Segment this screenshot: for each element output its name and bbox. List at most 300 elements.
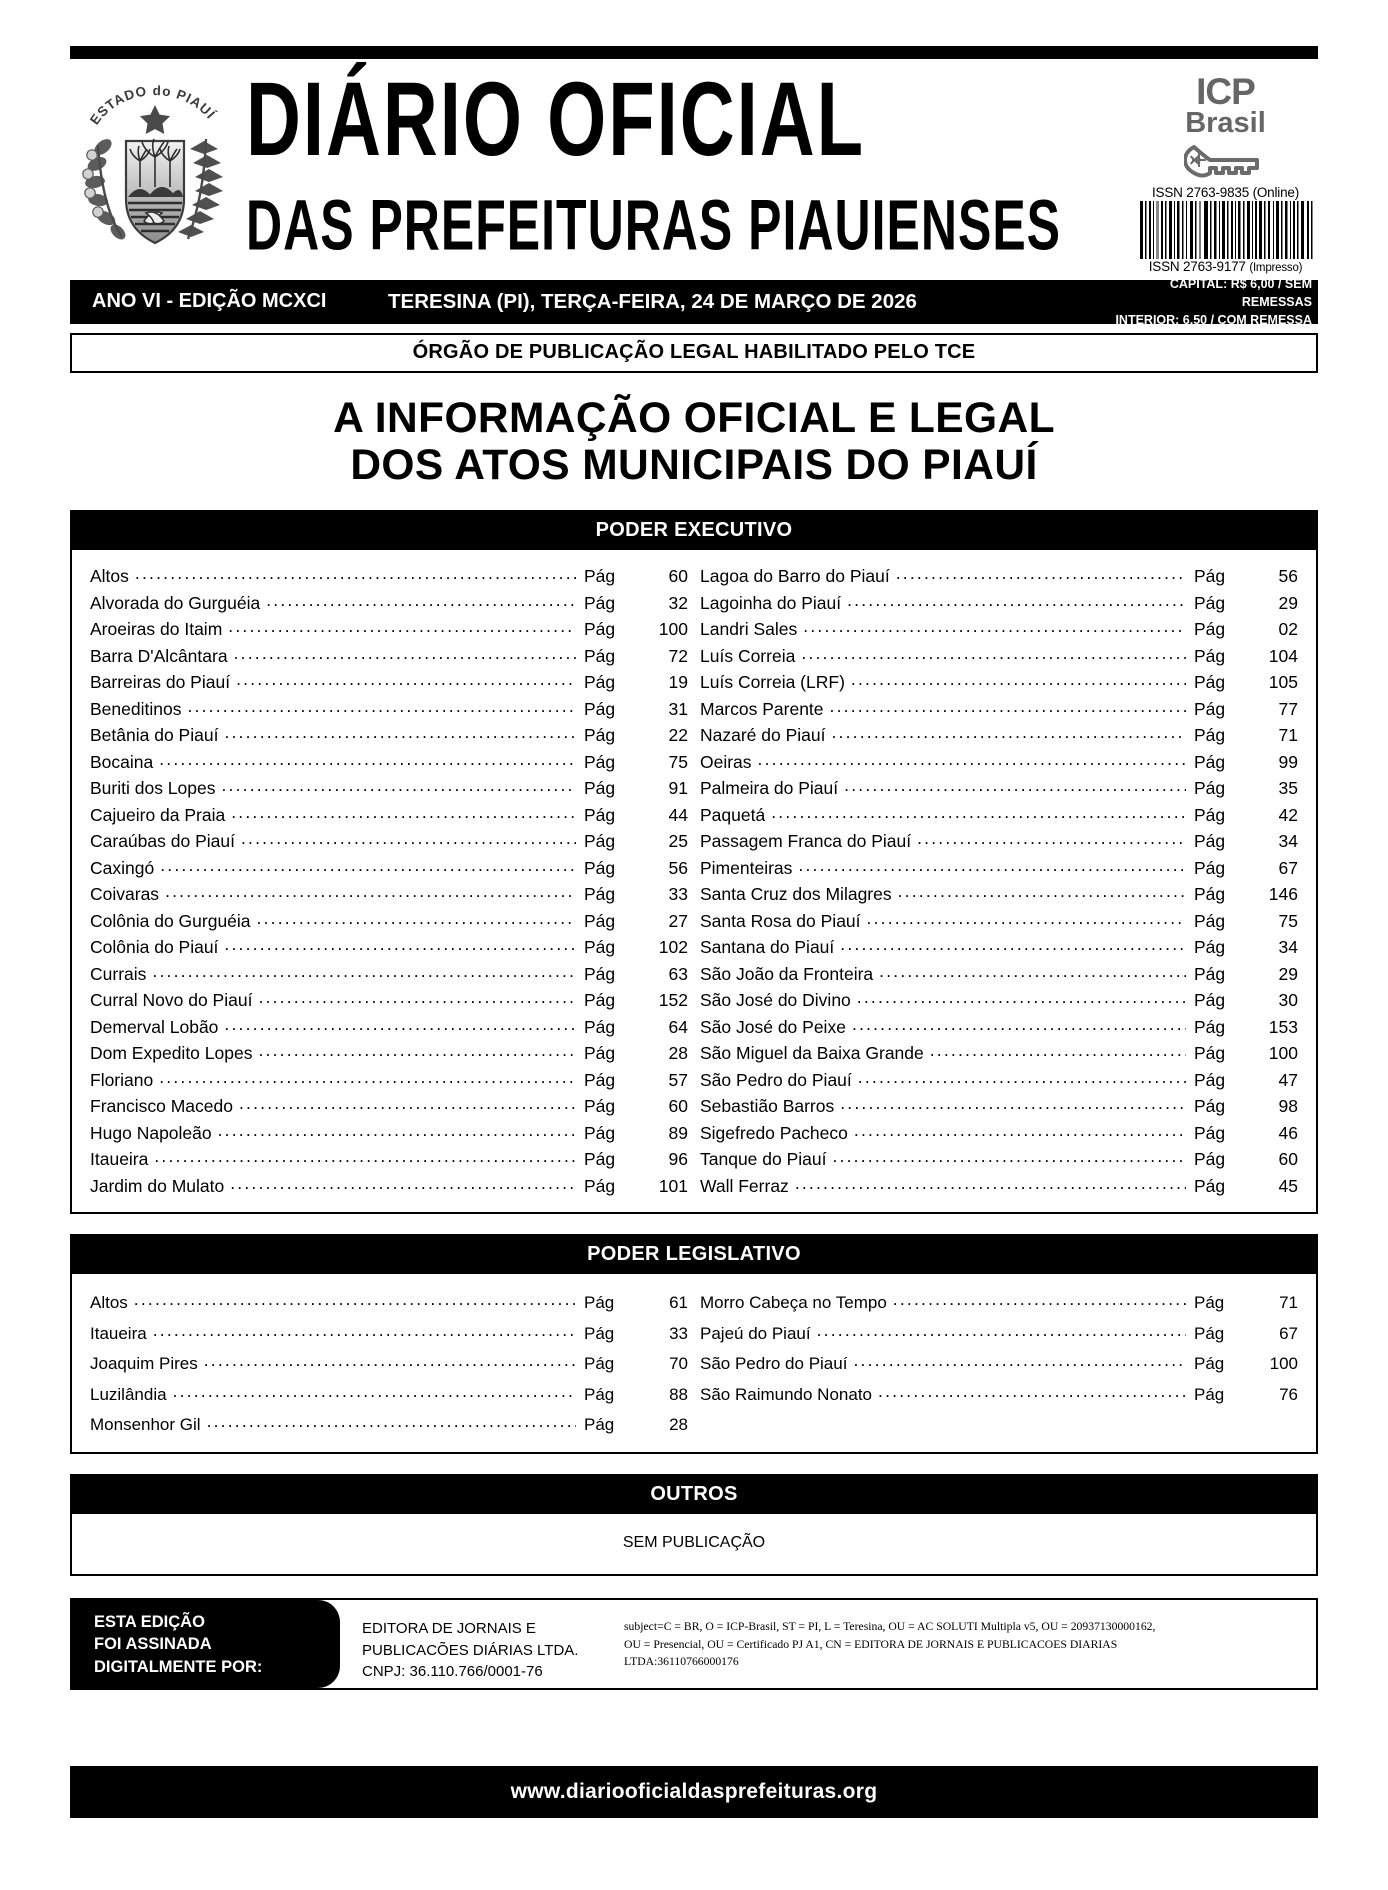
toc-leader-dots [154, 1148, 576, 1166]
toc-entry[interactable] [700, 1067, 1298, 1094]
issn-online: ISSN 2763-9835 (Online) [1152, 184, 1299, 200]
website-bar[interactable]: www.diariooficialdasprefeituras.org [70, 1766, 1318, 1818]
certificate-line1: subject=C = BR, O = ICP-Brasil, ST = PI, L = Teresina, OU = AC SOLUTI Multipla v5, OU = 20937130000162, [624, 1620, 1156, 1634]
toc-page-number: 29 [1278, 963, 1298, 984]
section-outros-title: OUTROS [72, 1476, 1316, 1514]
toc-page-number: 22 [668, 725, 688, 746]
toc-leader-dots [159, 1069, 576, 1087]
toc-entry[interactable] [90, 935, 688, 962]
section-body [72, 1274, 1316, 1453]
toc-entry[interactable] [90, 1120, 688, 1147]
toc-page-number: 19 [668, 672, 688, 693]
toc-entry[interactable] [700, 988, 1298, 1015]
toc-page-number: 46 [1278, 1122, 1298, 1143]
toc-page-label: Pág [1194, 857, 1226, 878]
toc-leader-dots [801, 645, 1186, 663]
toc-page-number: 61 [669, 1293, 688, 1313]
toc-page-label: Pág [584, 751, 616, 772]
toc-leader-dots [893, 1291, 1186, 1309]
toc-page-label: Pág [584, 645, 616, 666]
piaui-state-crest [70, 63, 240, 259]
toc-leader-dots [758, 751, 1186, 769]
toc-entry-name: Cajueiro da Praia [90, 804, 226, 825]
toc-page-label: Pág [584, 725, 616, 746]
toc-page-label: Pág [584, 1043, 616, 1064]
toc-entry-name: Passagem Franca do Piauí [700, 831, 912, 852]
toc-leader-dots [832, 724, 1187, 742]
toc-page-number: 89 [668, 1122, 688, 1143]
toc-entry[interactable] [700, 1173, 1298, 1200]
toc-page-number: 32 [668, 592, 688, 613]
toc-entry[interactable] [90, 723, 688, 750]
toc-page-number: 31 [668, 698, 688, 719]
toc-page-label: Pág [1194, 672, 1226, 693]
toc-leader-dots [204, 1352, 576, 1370]
toc-entry[interactable] [700, 855, 1298, 882]
toc-leader-dots [867, 910, 1186, 928]
toc-entry-name: Beneditinos [90, 698, 182, 719]
toc-page-number: 153 [1268, 1016, 1298, 1037]
toc-page-label: Pág [584, 592, 616, 613]
toc-sections [70, 510, 1318, 1455]
toc-leader-dots [159, 751, 576, 769]
toc-page-number: 28 [668, 1043, 688, 1064]
signature-label-line1: ESTA EDIÇÃO [94, 1612, 205, 1631]
toc-entry-name: Caxingó [90, 857, 155, 878]
toc-page-label: Pág [1194, 698, 1226, 719]
toc-entry-name: Luís Correia [700, 645, 796, 666]
section-body [72, 550, 1316, 1212]
toc-entry-name: Colônia do Piauí [90, 937, 219, 958]
publisher-name-line2: PUBLICACÕES DIÁRIAS LTDA. [362, 1641, 579, 1659]
signature-label [72, 1600, 340, 1688]
toc-page-label: Pág [1194, 1293, 1225, 1313]
toc-entry[interactable] [700, 617, 1298, 644]
paper-subtitle: DAS PREFEITURAS PIAUIENSES [246, 186, 1062, 266]
toc-entry[interactable] [90, 1173, 688, 1200]
toc-page-number: 56 [1278, 566, 1298, 587]
toc-page-label: Pág [584, 1175, 616, 1196]
section-title: PODER LEGISLATIVO [72, 1236, 1316, 1274]
toc-leader-dots [917, 830, 1186, 848]
toc-entry-name: Barra D'Alcântara [90, 645, 228, 666]
publisher-cnpj: CNPJ: 36.110.766/0001-76 [362, 1662, 543, 1680]
toc-page-number: 91 [668, 778, 688, 799]
edition-number: ANO VI - EDIÇÃO MCXCI [92, 290, 327, 313]
toc-page-label: Pág [584, 672, 616, 693]
toc-page-label: Pág [1194, 619, 1226, 640]
toc-leader-dots [173, 1383, 576, 1401]
toc-entry[interactable] [90, 1410, 688, 1441]
toc-page-number: 102 [658, 937, 688, 958]
toc-page-label: Pág [584, 857, 616, 878]
toc-page-number: 101 [658, 1175, 688, 1196]
toc-page-number: 60 [668, 566, 688, 587]
toc-entry-name: Coivaras [90, 884, 160, 905]
toc-page-number: 29 [1278, 592, 1298, 613]
toc-page-number: 33 [669, 1323, 688, 1343]
toc-page-number: 42 [1278, 804, 1298, 825]
toc-entry-name: Itaueira [90, 1149, 149, 1170]
toc-page-number: 98 [1278, 1096, 1298, 1117]
toc-entry-name: Bocaina [90, 751, 154, 772]
toc-entry[interactable] [90, 1288, 688, 1319]
toc-leader-dots [795, 1175, 1186, 1193]
toc-leader-dots [228, 618, 576, 636]
toc-entry[interactable] [90, 829, 688, 856]
toc-page-number: 64 [668, 1016, 688, 1037]
toc-leader-dots [847, 592, 1186, 610]
icp-logo-line2: Brasil [1185, 107, 1266, 140]
toc-page-number: 71 [1278, 725, 1298, 746]
toc-entry[interactable] [90, 696, 688, 723]
toc-page-number: 02 [1278, 619, 1298, 640]
toc-page-label: Pág [584, 1384, 615, 1404]
toc-entry-name: São João da Fronteira [700, 963, 874, 984]
toc-entry[interactable] [90, 961, 688, 988]
toc-entry[interactable] [90, 882, 688, 909]
toc-entry-name: Caraúbas do Piauí [90, 831, 235, 852]
toc-leader-dots [840, 1095, 1186, 1113]
toc-entry[interactable] [700, 696, 1298, 723]
toc-page-label: Pág [584, 1122, 616, 1143]
toc-leader-dots [930, 1042, 1186, 1060]
toc-entry[interactable] [90, 988, 688, 1015]
toc-entry[interactable] [90, 908, 688, 935]
toc-page-label: Pág [1194, 1122, 1226, 1143]
toc-entry[interactable] [90, 1318, 688, 1349]
toc-page-number: 57 [668, 1069, 688, 1090]
toc-entry[interactable] [700, 1318, 1298, 1349]
toc-page-label: Pág [1194, 910, 1226, 931]
toc-leader-dots [234, 645, 576, 663]
section-outros-body: SEM PUBLICAÇÃO [72, 1514, 1316, 1574]
toc-leader-dots [218, 1122, 576, 1140]
toc-entry-name: São Pedro do Piauí [700, 1354, 848, 1374]
section-title: PODER EXECUTIVO [72, 512, 1316, 550]
toc-entry[interactable] [700, 908, 1298, 935]
toc-page-label: Pág [584, 1149, 616, 1170]
toc-entry[interactable] [90, 1379, 688, 1410]
toc-page-label: Pág [584, 1354, 615, 1374]
toc-entry-name: Paquetá [700, 804, 766, 825]
toc-page-label: Pág [1194, 831, 1226, 852]
toc-page-label: Pág [584, 831, 616, 852]
toc-page-label: Pág [584, 1323, 615, 1343]
toc-leader-dots [207, 1413, 576, 1431]
toc-entry[interactable] [90, 855, 688, 882]
toc-page-label: Pág [1194, 566, 1226, 587]
toc-entry[interactable] [90, 643, 688, 670]
toc-page-number: 77 [1278, 698, 1298, 719]
toc-leader-dots [844, 777, 1186, 795]
icp-logo-line1: ICP [1196, 71, 1255, 112]
toc-entry-name: Betânia do Piauí [90, 725, 219, 746]
toc-page-number: 35 [1278, 778, 1298, 799]
toc-leader-dots [224, 936, 576, 954]
toc-leader-dots [266, 592, 576, 610]
toc-entry-name: Santana do Piauí [700, 937, 835, 958]
toc-entry-name: Lagoa do Barro do Piauí [700, 566, 890, 587]
toc-page-label: Pág [1194, 1354, 1225, 1374]
toc-page-number: 45 [1278, 1175, 1298, 1196]
toc-page-number: 146 [1268, 884, 1298, 905]
toc-page-number: 96 [668, 1149, 688, 1170]
price-info [1103, 275, 1318, 329]
toc-leader-dots [152, 963, 576, 981]
toc-entry[interactable] [700, 670, 1298, 697]
toc-leader-dots [258, 989, 576, 1007]
toc-entry[interactable] [700, 749, 1298, 776]
toc-page-label: Pág [584, 937, 616, 958]
toc-entry[interactable] [700, 1094, 1298, 1121]
toc-entry-name: Demerval Lobão [90, 1016, 219, 1037]
toc-entry[interactable] [700, 564, 1298, 591]
toc-entry[interactable] [90, 564, 688, 591]
certificate-line2: OU = Presencial, OU = Certificado PJ A1, CN = EDITORA DE JORNAIS E PUBLICACOES DIARIAS [624, 1637, 1118, 1651]
toc-entry[interactable] [700, 1288, 1298, 1319]
toc-entry[interactable] [90, 670, 688, 697]
toc-leader-dots [852, 1016, 1186, 1034]
svg-text:ESTADO do PIAUÍ: ESTADO do PIAUÍ [86, 83, 219, 128]
toc-page-label: Pág [1194, 1323, 1225, 1343]
toc-entry[interactable] [90, 1014, 688, 1041]
toc-page-label: Pág [584, 884, 616, 905]
section-poder-legislativo [70, 1234, 1318, 1455]
toc-column-left [84, 564, 694, 1200]
edition-date: TERESINA (PI), TERÇA-FEIRA, 24 DE MARÇO DE 2026 [388, 289, 917, 313]
toc-entry[interactable] [700, 802, 1298, 829]
toc-entry[interactable] [90, 776, 688, 803]
toc-entry-name: Nazaré do Piauí [700, 725, 826, 746]
toc-entry[interactable] [700, 643, 1298, 670]
toc-leader-dots [857, 989, 1186, 1007]
toc-page-number: 152 [658, 990, 688, 1011]
toc-entry-name: Itaueira [90, 1323, 147, 1343]
toc-leader-dots [241, 830, 576, 848]
toc-column-right [694, 1288, 1304, 1441]
masthead [70, 59, 1318, 274]
toc-leader-dots [878, 1383, 1186, 1401]
barcode-online [1138, 201, 1314, 259]
toc-entry[interactable] [700, 723, 1298, 750]
toc-page-number: 71 [1279, 1293, 1298, 1313]
toc-page-label: Pág [584, 1069, 616, 1090]
toc-entry-name: Dom Expedito Lopes [90, 1043, 253, 1064]
publisher-name-line1: EDITORA DE JORNAIS E [362, 1620, 536, 1638]
toc-column-left [84, 1288, 694, 1441]
toc-entry[interactable] [700, 776, 1298, 803]
toc-entry-name: Currais [90, 963, 147, 984]
toc-entry-name: São Miguel da Baixa Grande [700, 1043, 924, 1064]
icp-brasil-logo [1133, 71, 1318, 140]
toc-entry-name: Curral Novo do Piauí [90, 990, 253, 1011]
toc-entry-name: Monsenhor Gil [90, 1415, 201, 1435]
toc-leader-dots [798, 857, 1186, 875]
toc-leader-dots [224, 724, 576, 742]
toc-page-number: 100 [658, 619, 688, 640]
toc-page-label: Pág [584, 778, 616, 799]
toc-entry-name: Tanque do Piauí [700, 1149, 827, 1170]
toc-leader-dots [854, 1122, 1186, 1140]
toc-entry-name: Oeiras [700, 751, 752, 772]
toc-entry[interactable] [90, 617, 688, 644]
issn-print [1133, 259, 1318, 274]
toc-entry[interactable] [700, 1041, 1298, 1068]
toc-entry[interactable] [700, 829, 1298, 856]
toc-page-number: 27 [668, 910, 688, 931]
toc-entry[interactable] [90, 802, 688, 829]
toc-entry-name: São Raimundo Nonato [700, 1384, 873, 1404]
toc-columns [84, 564, 1304, 1200]
toc-page-number: 60 [668, 1096, 688, 1117]
issn-print-number: ISSN 2763-9177 [1148, 258, 1246, 274]
toc-column-right [694, 564, 1304, 1200]
toc-leader-dots [830, 698, 1186, 716]
toc-entry-name: Sebastião Barros [700, 1096, 835, 1117]
toc-page-label: Pág [584, 1415, 615, 1435]
toc-page-label: Pág [1194, 1016, 1226, 1037]
toc-entry[interactable] [700, 935, 1298, 962]
toc-page-label: Pág [1194, 751, 1226, 772]
toc-entry[interactable] [700, 882, 1298, 909]
toc-leader-dots [230, 1175, 576, 1193]
toc-entry-name: Santa Rosa do Piauí [700, 910, 861, 931]
toc-page-label: Pág [1194, 592, 1226, 613]
toc-entry[interactable] [90, 749, 688, 776]
toc-page-number: 44 [668, 804, 688, 825]
toc-entry[interactable] [90, 590, 688, 617]
toc-page-number: 76 [1279, 1384, 1298, 1404]
masthead-top-rule [70, 46, 1318, 59]
toc-page-number: 99 [1278, 751, 1298, 772]
toc-page-number: 72 [668, 645, 688, 666]
signature-label-line3: DIGITALMENTE POR: [94, 1657, 263, 1676]
issn-print-label: (Impresso) [1249, 261, 1303, 274]
toc-entry-name: Palmeira do Piauí [700, 778, 839, 799]
toc-page-label: Pág [1194, 990, 1226, 1011]
toc-leader-dots [135, 565, 576, 583]
toc-page-label: Pág [1194, 884, 1226, 905]
toc-page-number: 30 [1278, 990, 1298, 1011]
toc-entry-name: Wall Ferraz [700, 1175, 789, 1196]
toc-page-number: 28 [669, 1415, 688, 1435]
toc-entry[interactable] [90, 1041, 688, 1068]
toc-entry-name: Lagoinha do Piauí [700, 592, 842, 613]
toc-leader-dots [239, 1095, 576, 1113]
toc-entry[interactable] [700, 590, 1298, 617]
publisher-info [340, 1600, 606, 1688]
toc-leader-dots [853, 1352, 1186, 1370]
toc-leader-dots [231, 804, 576, 822]
toc-page-label: Pág [1194, 804, 1226, 825]
toc-entry-name: Sigefredo Pacheco [700, 1122, 848, 1143]
price-interior: INTERIOR: 6,50 / COM REMESSA [1115, 312, 1312, 327]
toc-page-label: Pág [584, 963, 616, 984]
toc-leader-dots [257, 910, 576, 928]
toc-entry-name: São José do Peixe [700, 1016, 846, 1037]
toc-page-label: Pág [1194, 1096, 1226, 1117]
toc-page-label: Pág [1194, 778, 1226, 799]
toc-entry[interactable] [90, 1349, 688, 1380]
toc-page-number: 34 [1278, 831, 1298, 852]
toc-entry-name: Luzilândia [90, 1384, 167, 1404]
toc-page-label: Pág [1194, 1043, 1226, 1064]
toc-entry-name: Hugo Napoleão [90, 1122, 212, 1143]
headline-line-2: DOS ATOS MUNICIPAIS DO PIAUÍ [350, 442, 1038, 490]
toc-page-number: 56 [668, 857, 688, 878]
toc-page-number: 100 [1268, 1043, 1298, 1064]
toc-leader-dots [153, 1322, 576, 1340]
masthead-title-block [240, 61, 1133, 266]
toc-entry-name: Colônia do Gurguéia [90, 910, 251, 931]
toc-page-number: 88 [669, 1384, 688, 1404]
toc-page-number: 105 [1268, 672, 1298, 693]
toc-page-label: Pág [1194, 725, 1226, 746]
toc-page-number: 104 [1268, 645, 1298, 666]
toc-entry[interactable] [700, 961, 1298, 988]
toc-page-label: Pág [584, 566, 616, 587]
toc-entry-name: São Pedro do Piauí [700, 1069, 852, 1090]
toc-leader-dots [803, 618, 1186, 636]
toc-page-label: Pág [1194, 963, 1226, 984]
toc-leader-dots [898, 883, 1186, 901]
toc-leader-dots [236, 671, 576, 689]
toc-entry[interactable] [700, 1379, 1298, 1410]
toc-page-number: 67 [1279, 1323, 1298, 1343]
toc-page-number: 67 [1278, 857, 1298, 878]
toc-entry[interactable] [700, 1147, 1298, 1174]
toc-page-label: Pág [1194, 1384, 1225, 1404]
toc-leader-dots [833, 1148, 1187, 1166]
toc-leader-dots [840, 936, 1186, 954]
toc-entry-name: Pimenteiras [700, 857, 793, 878]
toc-entry-name: Buriti dos Lopes [90, 778, 216, 799]
price-capital: CAPITAL: R$ 6,00 / SEM REMESSAS [1169, 276, 1312, 309]
toc-entry[interactable] [700, 1014, 1298, 1041]
toc-leader-dots [771, 804, 1186, 822]
toc-entry-name: Alvorada do Gurguéia [90, 592, 261, 613]
toc-page-number: 75 [1278, 910, 1298, 931]
toc-entry-name: Altos [90, 566, 129, 587]
toc-entry[interactable] [90, 1094, 688, 1121]
toc-leader-dots [165, 883, 576, 901]
signature-label-line2: FOI ASSINADA [94, 1635, 212, 1654]
certificate-subject [606, 1600, 1316, 1688]
toc-entry-name: Morro Cabeça no Tempo [700, 1293, 887, 1313]
toc-entry[interactable] [90, 1147, 688, 1174]
toc-page-label: Pág [584, 1016, 616, 1037]
toc-leader-dots [222, 777, 577, 795]
toc-page-label: Pág [1194, 1069, 1226, 1090]
toc-entry-name: Pajeú do Piauí [700, 1323, 811, 1343]
toc-entry-name: Francisco Macedo [90, 1096, 233, 1117]
org-banner: ÓRGÃO DE PUBLICAÇÃO LEGAL HABILITADO PELO TCE [70, 333, 1318, 373]
edition-date-bar [70, 276, 1318, 327]
toc-entry-name: Aroeiras do Itaim [90, 619, 223, 640]
toc-entry-name: Joaquim Pires [90, 1354, 198, 1374]
toc-entry[interactable] [700, 1349, 1298, 1380]
toc-leader-dots [879, 963, 1186, 981]
toc-entry[interactable] [700, 1120, 1298, 1147]
toc-entry-name: Santa Cruz dos Milagres [700, 884, 892, 905]
toc-page-label: Pág [584, 1096, 616, 1117]
icp-brasil-block [1133, 63, 1318, 274]
paper-title: DIÁRIO OFICIAL [246, 61, 866, 179]
toc-entry-name: Marcos Parente [700, 698, 824, 719]
toc-entry[interactable] [90, 1067, 688, 1094]
toc-page-label: Pág [1194, 1175, 1226, 1196]
